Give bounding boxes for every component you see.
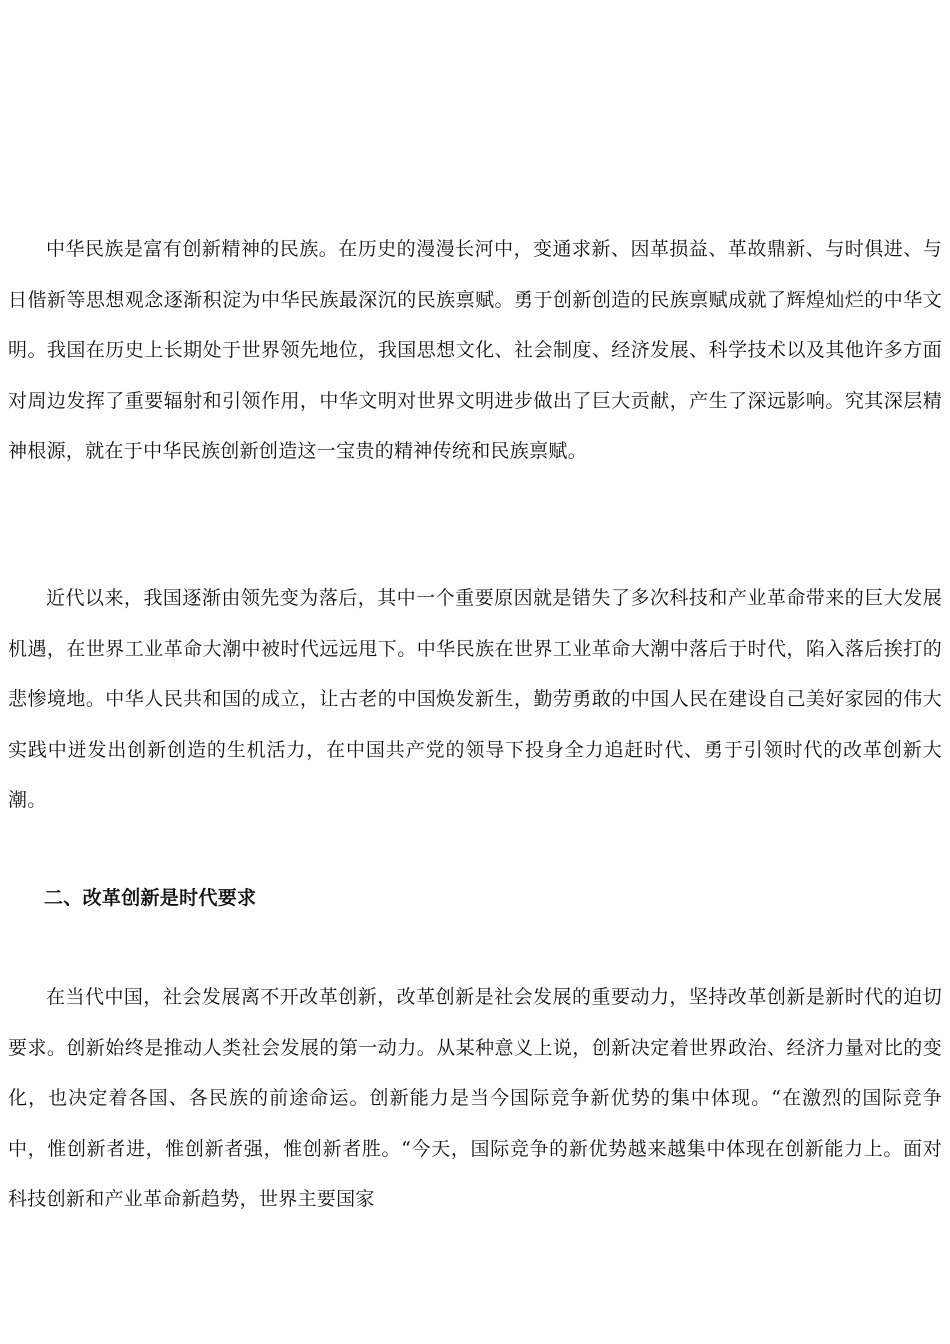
section-heading: 二、改革创新是时代要求 xyxy=(44,887,257,909)
body-paragraph-2: 近代以来，我国逐渐由领先变为落后，其中一个重要原因就是错失了多次科技和产业革命带来的巨大发展机遇，在世界工业革命大潮中被时代远远甩下。中华民族在世界工业革命大潮中落后于时代，陷入落后挨打的悲惨境地。中华人民共和国的成立，让古老的中国焕发新生，勤劳勇敢的中国人民在建设自己美好家园的伟大实践中迸发出创新创造的生机活力，在中国共产党的领导下投身全力追赶时代、勇于引领时代的改革创新大潮。 xyxy=(8,587,942,811)
body-paragraph-3: 在当代中国，社会发展离不开改革创新，改革创新是社会发展的重要动力，坚持改革创新是新时代的迫切要求。创新始终是推动人类社会发展的第一动力。从某种意义上说，创新决定着世界政治、经济力量对比的变化，也决定着各国、各民族的前途命运。创新能力是当今国际竞争新优势的集中体现。“在激烈的国际竞争中，惟创新者进，惟创新者强，惟创新者胜。“今天，国际竞争的新优势越来越集中体现在创新能力上。面对科技创新和产业革命新趋势，世界主要国家 xyxy=(8,986,942,1210)
body-paragraph-1: 中华民族是富有创新精神的民族。在历史的漫漫长河中，变通求新、因革损益、革故鼎新、与时俱进、与日偕新等思想观念逐渐积淀为中华民族最深沉的民族禀赋。勇于创新创造的民族禀赋成就了辉煌灿烂的中华文明。我国在历史上长期处于世界领先地位，我国思想文化、社会制度、经济发展、科学技术以及其他许多方面对周边发挥了重要辐射和引领作用，中华文明对世界文明进步做出了巨大贡献，产生了深远影响。究其深层精神根源，就在于中华民族创新创造这一宝贵的精神传统和民族禀赋。 xyxy=(8,238,942,462)
